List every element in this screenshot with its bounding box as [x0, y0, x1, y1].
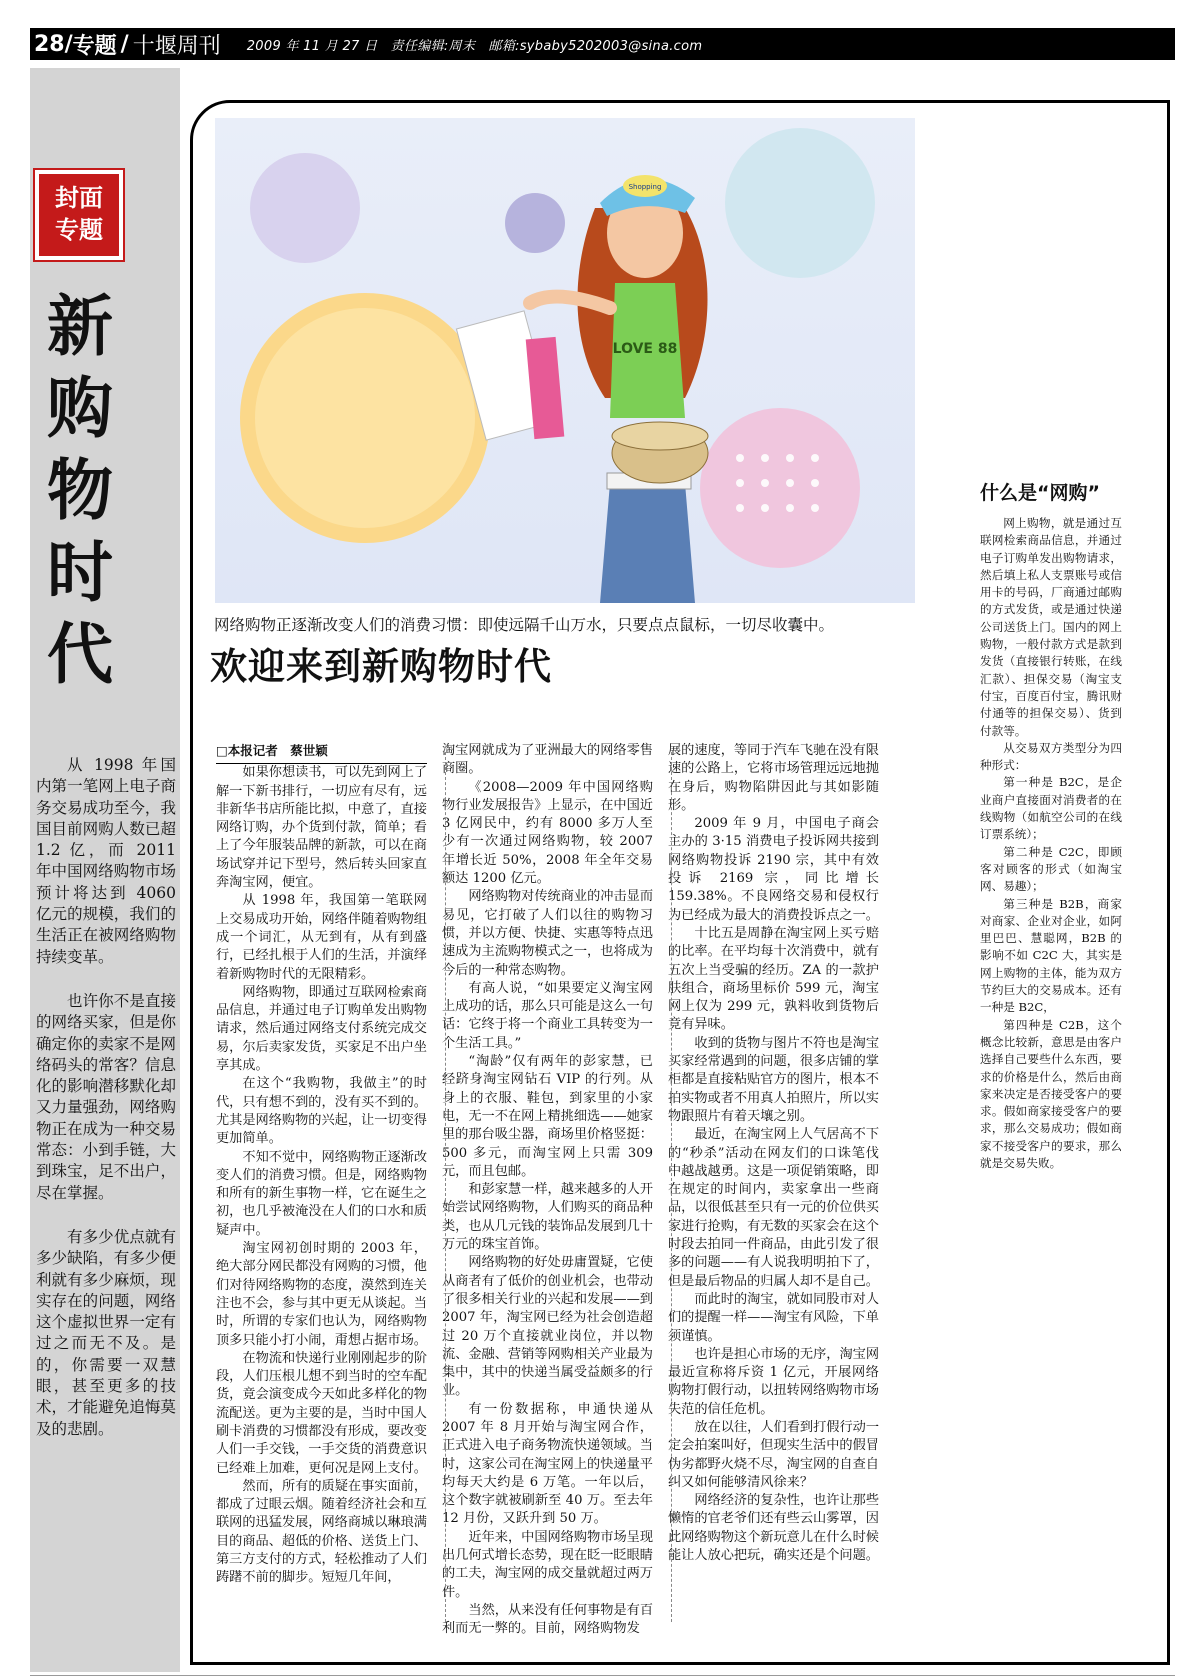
- paragraph: “淘龄”仅有两年的彭家慧，已经跻身淘宝网钻石 VIP 的行列。从身上的衣服、鞋包，到家里的小家电，无一不在网上精挑细选——她家里的那台吸尘器，商场里价格竖挺：500 多元，而淘宝网上只需 309 元，而且包邮。: [442, 1054, 653, 1179]
- blue-circle: [725, 128, 875, 278]
- page-header: [30, 28, 1175, 60]
- lead-paragraph: 有多少优点就有多少缺陷，有多少便利就有多少麻烦，现实存在的问题，网络这个虚拟世界一定有过之而无不及。是的，你需要一双慧眼，甚至更多的技术，才能避免追悔莫及的悲剧。: [36, 1227, 176, 1438]
- title-char: 购: [47, 369, 113, 447]
- paragraph: 2009 年 9 月，中国电子商会主办的 3·15 消费电子投诉网共接到网络购物投诉 2190 宗，其中有效投诉 2169 宗，同比增长 159.38%。不良网络交易和侵权行为已经成为最大的消费投诉点之一。: [668, 816, 879, 923]
- paragraph: 而此时的淘宝，就如同股市对人们的提醒一样——淘宝有风险，下单须谨慎。: [668, 1291, 880, 1344]
- paragraph: 十比五是周静在淘宝网上买亏赔的比率。在平均每十次消费中，就有五次上当受骗的经历。ZA 的一款护肤组合，商场里标价 599 元，淘宝网上仅为 299 元，孰料收到货物后竟有异味。: [668, 925, 880, 1033]
- cap-logo-text: Shopping: [628, 183, 662, 191]
- article-column-1: [216, 742, 427, 1588]
- sidebar-paragraph: 第二种是 C2C，即顾客对顾客的形式（如淘宝网、易趣）；: [980, 844, 1122, 894]
- column-divider: [445, 752, 446, 1622]
- pink-dotted-circle: [700, 408, 860, 568]
- article-column-3: [668, 742, 879, 1565]
- paragraph: 《2008—2009 年中国网络购物行业发展报告》上显示，在中国近 3 亿网民中，约有 8000 多万人至少有一次通过网络购物，较 2007 年增长近 50%，2008 年全年交易额达 1200 亿元。: [442, 779, 653, 887]
- paragraph: 淘宝网初创时期的 2003 年，绝大部分网民都没有网购的习惯，他们对待网络购物的态度，漠然到连关注也不会，参与其中更无从谈起。当时，所谓的专家们也认为，网络购物顶多只能小打小闹，甭想占据市场。: [216, 1241, 427, 1348]
- article-body: [216, 742, 908, 1642]
- paragraph: 收到的货物与图片不符也是淘宝买家经常遇到的问题，很多店铺的掌柜都是直接粘贴官方的图片，根本不拍实物或者不用真人拍照片，所以实物跟照片有着天壤之别。: [668, 1035, 880, 1124]
- sidebar-what-is-online-shopping: [980, 478, 1122, 1172]
- jeans: [600, 483, 695, 603]
- sidebar-paragraph: 网上购物，就是通过互联网检索商品信息，并通过电子订购单发出购物请求，然后填上私人支票账号或信用卡的号码，厂商通过邮购的方式发货，或是通过快递公司送货上门。国内的网上购物，一般付款方式是款到发货（直接银行转账，在线汇款）、担保交易（淘宝支付宝，百度百付宝，腾讯财付通等的担保交易）、货到付款等。: [980, 516, 1122, 738]
- sidebar-paragraph: 第一种是 B2C，是企业商户直接面对消费者的在线购物（如航空公司的在线订票系统）；: [980, 775, 1122, 842]
- header-info: 2009 年 11 月 27 日 责任编辑:周末 邮箱:sybaby5202003@sina.com: [246, 38, 703, 54]
- badge-line-2: 专题: [55, 216, 103, 244]
- title-char: 时: [47, 533, 113, 611]
- illustration-svg: [215, 118, 915, 603]
- lead-paragraph: 从 1998 年国内第一笔网上电子商务交易成功至今，我国目前网购人数已超 1.2 亿，而 2011 年中国网络购物市场预计将达到 4060 亿元的规模，我们的生活正在被网络购物持续变革。: [36, 756, 176, 966]
- paragraph: 网络购物，即通过互联网检索商品信息，并通过电子订购单发出购物请求，然后通过网络支付系统完成交易，尔后卖家发货，买家足不出户坐享其成。: [216, 984, 428, 1074]
- paragraph: 不知不觉中，网络购物正逐渐改变人们的消费习惯。但是，网络购物和所有的新生事物一样，它在诞生之初，也几乎被淹没在人们的口水和质疑声中。: [216, 1149, 428, 1238]
- paragraph: 也许是担心市场的无序，淘宝网最近宣称将斥资 1 亿元，开展网络购物打假行动，以扭转网络购物市场失范的信任危机。: [668, 1346, 880, 1417]
- paragraph: 近年来，中国网络购物市场呈现出几何式增长态势，现在眨一眨眼睛的工夫，淘宝网的成交量就超过两万件。: [442, 1529, 654, 1600]
- sidebar-paragraph: 从交易双方类型分为四种形式：: [980, 740, 1122, 773]
- title-char: 物: [47, 451, 113, 529]
- vertical-title: [40, 285, 120, 695]
- yellow-circle-inner: [255, 308, 475, 528]
- bottom-rule: [30, 1675, 1175, 1676]
- paragraph: 有一份数据称，申通快递从 2007 年 8 月开始与淘宝网合作，正式进入电子商务物流快递领域。当时，这家公司在淘宝网上的快递量平均每天大约是 6 万笔。一年以后，这个数字就被刷新至 40 万。至去年 12 月份，又跃升到 50 万。: [442, 1401, 653, 1527]
- sidebar-title: 什么是“网购”: [980, 482, 1100, 504]
- paragraph: 网络购物的好处毋庸置疑，它使从商者有了低价的创业机会，也带动了很多相关行业的兴起和发展——到 2007 年，淘宝网已经为社会创造超过 20 万个直接就业岗位，并以物流、金融、营销等网购相关产业最为集中，其中的快递当属受益颇多的行业。: [442, 1255, 654, 1399]
- paragraph: 展的速度，等同于汽车飞驰在没有限速的公路上，它将市场管理远远地抛在身后，购物陷阱因此与其如影随形。: [668, 743, 879, 813]
- paragraph: 淘宝网就成为了亚洲最大的网络零售商圈。: [442, 743, 653, 777]
- paragraph: 网络经济的复杂性，也许让那些懒惰的官老爷们还有些云山雾罩，因此网络购物这个新玩意儿在什么时候能让人放心把玩，确实还是个问题。: [668, 1493, 880, 1564]
- paragraph: 然而，所有的质疑在事实面前，都成了过眼云烟。随着经济社会和互联网的迅猛发展，网络商城以琳琅满目的商品、超低的价格、送货上门、第三方支付的方式，轻松推动了人们踌躇不前的脚步。短短几年间，: [216, 1478, 428, 1586]
- sidebar-paragraph: 第三种是 B2B，商家对商家、企业对企业，如阿里巴巴、慧聪网，B2B 的影响不如 C2C 大，其实是网上购物的主体，能为双方节约巨大的交易成本。还有一种是 B2C，: [980, 896, 1122, 1015]
- sidebar-body: [980, 515, 1122, 1172]
- paragraph: 如果你想读书，可以先到网上了解一下新书排行，一切应有尽有，远非新华书店所能比拟，中意了，直接网络订购，办个货到付款，简单；看上了今年服装品牌的新款，可以在商场试穿并记下型号，然后转头回家直奔淘宝网，便宜。: [216, 765, 428, 891]
- shopping-girl-illustration: [215, 118, 915, 603]
- paragraph: 从 1998 年，我国第一笔联网上交易成功开始，网络伴随着购物组成一个词汇，从无到有，从有到盛行，已经扎根于人们的生活，并演绎着新购物时代的无限精彩。: [216, 893, 427, 982]
- article-column-2: [442, 742, 653, 1639]
- paragraph: 放在以往，人们看到打假行动一定会拍案叫好，但现实生活中的假冒伪劣都野火烧不尽，淘宝网的自查自纠又如何能够清风徐来？: [668, 1419, 880, 1490]
- arm: [530, 297, 610, 308]
- shirt-text: LOVE 88: [612, 341, 678, 357]
- headline: 欢迎来到新购物时代: [210, 644, 552, 688]
- section-name: 专题: [72, 33, 117, 59]
- byline: □本报记者 蔡世颖: [216, 742, 427, 764]
- paper-name: 十堰周刊: [132, 33, 221, 59]
- paragraph: 有高人说，“如果要定义淘宝网上成功的话，那么只可能是这么一句话：它终于将一个商业工具转变为一个生活工具。”: [442, 980, 653, 1051]
- page-number: 28/: [34, 31, 73, 57]
- title-char: 新: [47, 287, 113, 365]
- paragraph: 和彭家慧一样，越来越多的人开始尝试网络购物，人们购买的商品种类，也从几元钱的装饰品发展到几十万元的珠宝首饰。: [442, 1182, 654, 1253]
- paragraph: 网络购物对传统商业的冲击显而易见，它打破了人们以往的购物习惯，并以方便、快捷、实惠等特点迅速成为主流购物模式之一，也将成为今后的一种常态购物。: [442, 889, 654, 978]
- photo-caption: 网络购物正逐渐改变人们的消费习惯：即使远隔千山万水，只要点点鼠标，一切尽收囊中。: [214, 616, 835, 634]
- sidebar-paragraph: 第四种是 C2B，这个概念比较新，意思是由客户选择自己要些什么东西，要求的价格是什么，然后由商家来决定是否接受客户的要求。假如商家接受客户的要求，那么交易成功；假如商家不接受客户的要求，那么就是交易失败。: [980, 1017, 1122, 1170]
- light-circle: [250, 153, 360, 263]
- column-divider: [671, 752, 672, 1622]
- hat-box-lid: [612, 422, 708, 450]
- paragraph: 最近，在淘宝网上人气居高不下的“秒杀”活动在网友们的口诛笔伐中越战越勇。这是一项促销策略，即在规定的时间内，卖家拿出一些商品，以很低甚至只有一元的价位供买家进行抢购，有无数的买家会在这个时段去拍同一件商品，由此引发了很多的问题——有人说我明明拍下了，但是最后物品的归属人却不是自己。: [668, 1127, 880, 1289]
- badge-line-1: 封面: [55, 184, 103, 212]
- lead-paragraph: 也许你不是直接的网络买家，但是你确定你的卖家不是网络码头的常客？信息化的影响潜移默化却又力量强劲，网络购物正在成为一种交易常态：小到手链，大到珠宝，足不出户，尽在掌握。: [36, 991, 176, 1202]
- paragraph: 当然，从来没有任何事物是有百利而无一弊的。目前，网络购物发: [442, 1602, 654, 1637]
- paragraph: 在这个“我购物，我做主”的时代，只有想不到的，没有买不到的。尤其是网络购物的兴起，让一切变得更加简单。: [216, 1076, 427, 1147]
- header-separator: /: [120, 31, 129, 57]
- lilac-circle: [505, 193, 565, 253]
- cover-topic-badge: [35, 170, 123, 260]
- title-char: 代: [47, 615, 113, 693]
- lead-text: [36, 755, 176, 1463]
- paragraph: 在物流和快递行业刚刚起步的阶段，人们压根儿想不到当时的空车配货，竟会演变成今天如此多样化的物流配送。更为主要的是，当时中国人刷卡消费的习惯都没有形成，要改变人们一手交钱，一手交货的消费意识已经难上加难，更何况是网上支付。: [216, 1350, 428, 1476]
